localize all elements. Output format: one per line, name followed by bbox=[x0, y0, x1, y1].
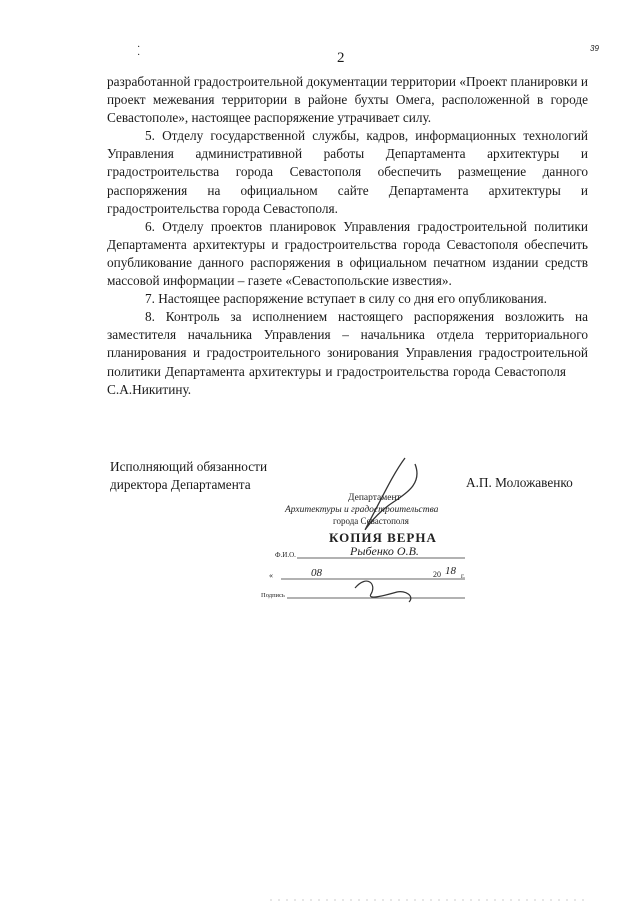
paragraph-6: 6. Отделу проектов планировок Управления градостроительной политики Департамента архитектуры и градостроительства города Севастополя обеспечить опубликование данного распоряжения в официальном печатном издании средств массовой информации – газете «Севастопольские известия». bbox=[107, 218, 588, 289]
certification-stamp bbox=[255, 456, 495, 606]
stamp-date-year-prefix: 20 bbox=[433, 570, 441, 579]
paragraph-5: 5. Отделу государственной службы, кадров, информационных технологий Управления административной работы Департамента архитектуры и градостроительства города Севастополя обеспечить размещение данного распоряжения на официальном сайте Департамента архитектуры и градостроительства города Севастополя. bbox=[107, 128, 588, 216]
paragraph-8 bbox=[107, 308, 588, 398]
paragraph-8-text: 8. Контроль за исполнением настоящего распоряжения возложить на заместителя начальника Управления – начальника отдела территориального планирования и градостроительного зонирования Управления градостроительной политики Департамента архитектуры и градостроительства города Севастополя bbox=[107, 309, 588, 379]
stamp-fio-handwritten: Рыбенко О.В. bbox=[350, 544, 419, 558]
stamp-line-3: города Севастополя bbox=[333, 516, 409, 526]
signatory-title bbox=[110, 458, 267, 494]
stamp-copy-label: КОПИЯ ВЕРНА bbox=[329, 530, 437, 545]
scan-edge-artifacts bbox=[0, 880, 629, 905]
paragraph-8-name: С.А.Никитину. bbox=[107, 381, 192, 397]
signatory-name: А.П. Моложавенко bbox=[466, 475, 573, 490]
stamp-date-year: 18 bbox=[445, 565, 456, 577]
file-number: 39 bbox=[590, 44, 599, 53]
stamp-date-label: « bbox=[269, 571, 273, 580]
stamp-line-2: Архитектуры и градостроительства bbox=[285, 505, 439, 515]
document-body bbox=[107, 73, 588, 399]
paragraph-7: 7. Настоящее распоряжение вступает в силу со дня его опубликования. bbox=[145, 291, 547, 307]
scan-dots: · · bbox=[137, 42, 141, 61]
stamp-fio-label: Ф.И.О. bbox=[275, 551, 296, 559]
stamp-date-suffix: г. bbox=[461, 572, 465, 580]
stamp-sign-label: Подпись bbox=[261, 592, 285, 599]
stamp-handwritten-signature bbox=[355, 581, 411, 602]
page-number: 2 bbox=[337, 50, 345, 66]
stamp-date-month: 08 bbox=[311, 567, 322, 579]
signatory-title-line-1: Исполняющий обязанности bbox=[110, 459, 268, 474]
stamp-line-1: Департамент bbox=[348, 493, 401, 503]
signatory-title-line-2: директора Департамента bbox=[110, 477, 251, 492]
paragraph-continuation: разработанной градостроительной документации территории «Проект планировки и проект межевания территории в районе бухты Омега, расположенной в городе Севастополе», настоящее распоряжение утрачивает силу. bbox=[107, 74, 588, 126]
